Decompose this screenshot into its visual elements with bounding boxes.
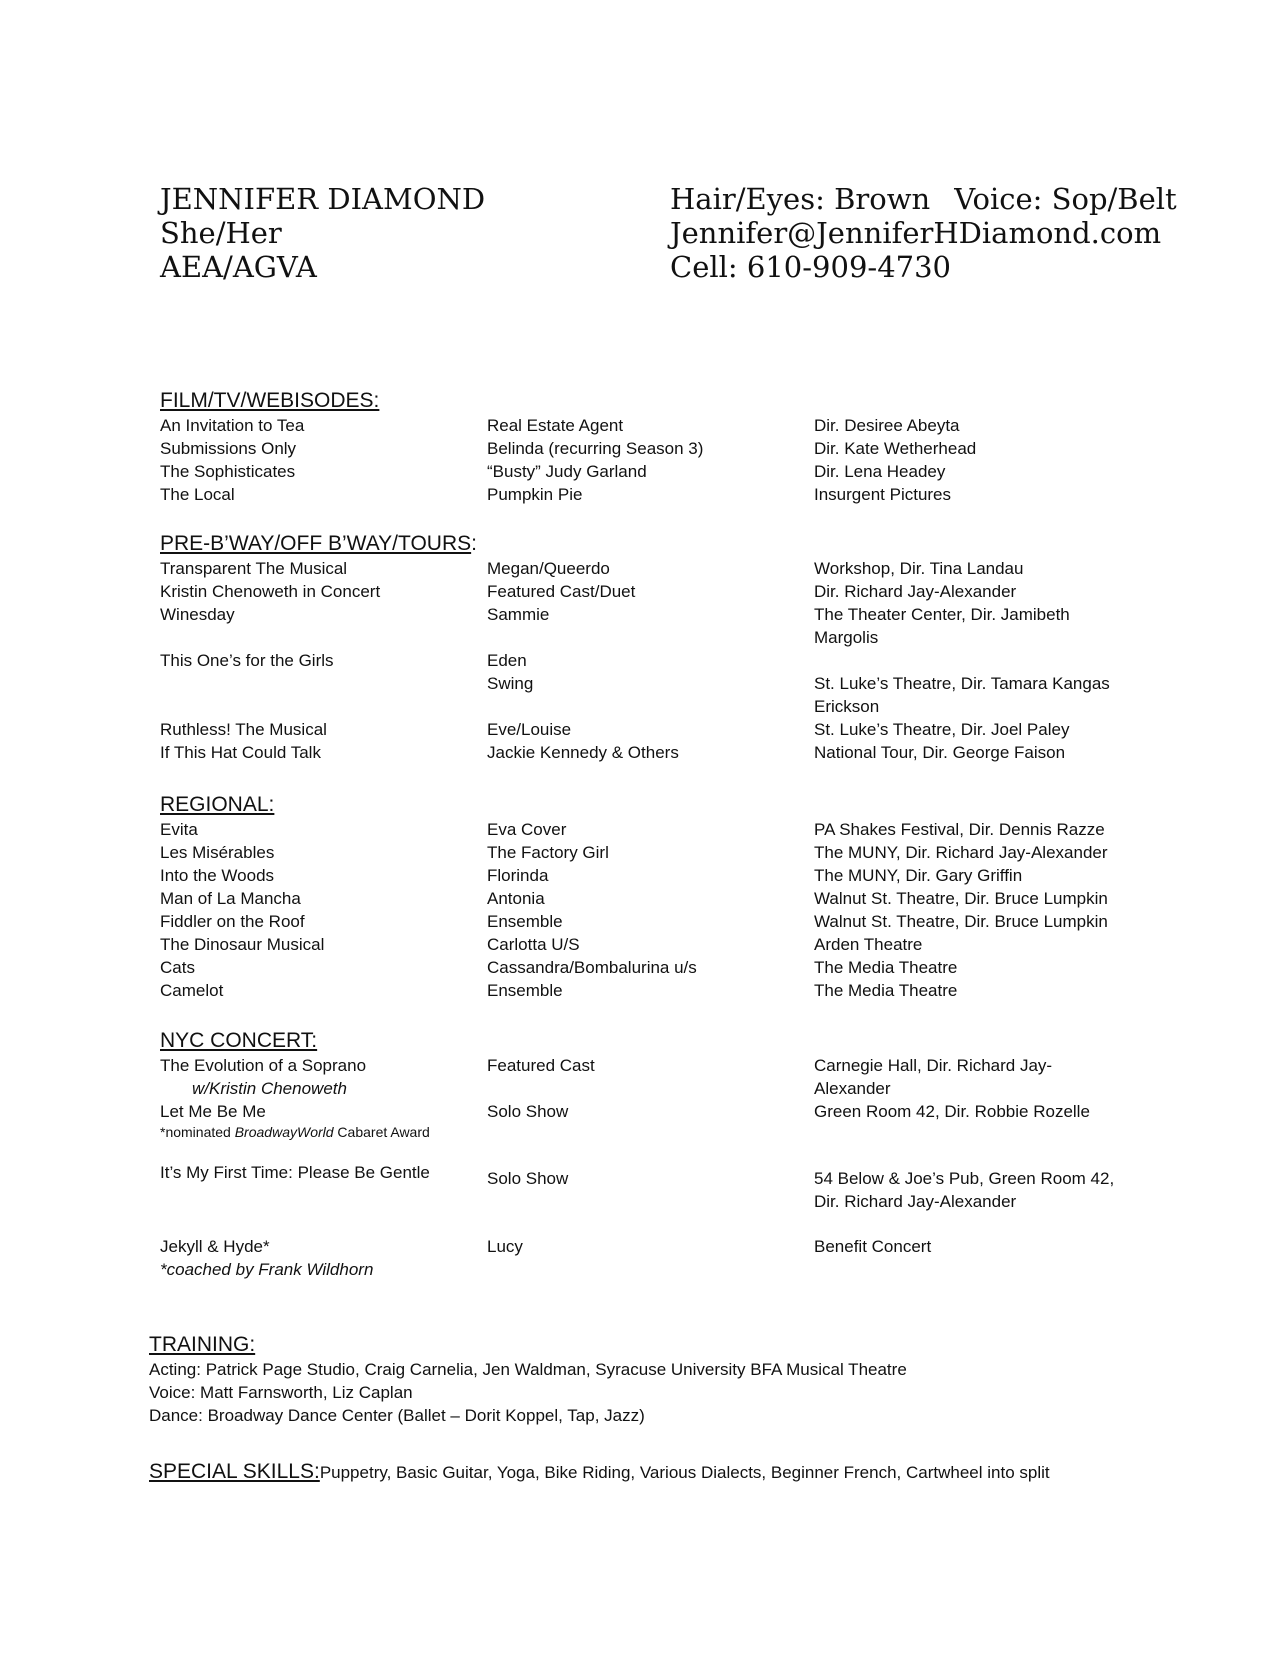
table-row [160, 672, 1160, 718]
actor-name: JENNIFER DIAMOND [160, 182, 486, 216]
credit-title: Kristin Chenoweth in Concert [160, 582, 381, 601]
voice-type: Voice: Sop/Belt [954, 182, 1177, 216]
credit-title: An Invitation to Tea [160, 416, 305, 435]
credit-title-text: The Evolution of a Soprano [160, 1056, 367, 1075]
skills-heading: SPECIAL SKILLS: [149, 1460, 320, 1483]
credit-role: “Busty” Judy Garland [487, 462, 647, 481]
credit-director: The Media Theatre [814, 958, 958, 977]
prebway-section [160, 531, 1160, 764]
credit-director: PA Shakes Festival, Dir. Dennis Razze [814, 820, 1105, 839]
film-heading: FILM/TV/WEBISODES: [160, 389, 380, 412]
hair-voice-line [670, 182, 1177, 216]
table-row [160, 718, 1160, 741]
table-row [160, 1161, 1160, 1213]
prebway-heading-text: PRE-B’WAY/OFF B’WAY/TOURS [160, 532, 472, 555]
credit-director: The Media Theatre [814, 981, 958, 1000]
table-row [160, 603, 1160, 649]
credit-role: Featured Cast [487, 1056, 595, 1075]
credit-subtitle: w/Kristin Chenoweth [192, 1079, 347, 1098]
credit-director: St. Luke’s Theatre, Dir. Joel Paley [814, 720, 1070, 739]
credit-role: Lucy [487, 1237, 523, 1256]
credit-title: The Sophisticates [160, 462, 296, 481]
credit-director: National Tour, Dir. George Faison [814, 743, 1066, 762]
credit-title: Man of La Mancha [160, 889, 301, 908]
credit-title: The Local [160, 485, 235, 504]
table-row [160, 557, 1160, 580]
credit-director: Benefit Concert [814, 1237, 932, 1256]
credit-director-line: Erickson [814, 697, 880, 716]
credit-director: The MUNY, Dir. Gary Griffin [814, 866, 1023, 885]
table-row [160, 1100, 1160, 1141]
credit-director-line: The Theater Center, Dir. Jamibeth [814, 605, 1070, 624]
credit-director: Arden Theatre [814, 935, 923, 954]
table-row [160, 910, 1160, 933]
table-row [160, 649, 1160, 672]
credit-title: Les Misérables [160, 843, 275, 862]
table-row [160, 741, 1160, 764]
training-section [149, 1332, 1249, 1427]
credit-title-text: Let Me Be Me [160, 1102, 266, 1121]
table-row [160, 1054, 1160, 1100]
credit-director [814, 603, 1124, 649]
credit-title: Into the Woods [160, 866, 275, 885]
credit-director-line: Dir. Richard Jay-Alexander [814, 1192, 1017, 1211]
table-row [160, 460, 1160, 483]
credit-director [814, 672, 1124, 718]
concert-section [160, 1028, 1160, 1281]
credit-director: Walnut St. Theatre, Dir. Bruce Lumpkin [814, 889, 1108, 908]
regional-heading: REGIONAL: [160, 793, 275, 816]
credit-role: Featured Cast/Duet [487, 582, 636, 601]
credit-director-line: Margolis [814, 628, 879, 647]
table-row [160, 483, 1160, 506]
credit-role: Sammie [487, 605, 550, 624]
credit-director: Green Room 42, Dir. Robbie Rozelle [814, 1102, 1090, 1121]
training-voice: Voice: Matt Farnsworth, Liz Caplan [149, 1383, 413, 1402]
training-heading: TRAINING: [149, 1333, 256, 1356]
credit-role: Florinda [487, 866, 549, 885]
credit-title: Transparent The Musical [160, 559, 348, 578]
credit-role: Carlotta U/S [487, 935, 580, 954]
award-note-post: Cabaret Award [333, 1124, 430, 1140]
skills-list: Puppetry, Basic Guitar, Yoga, Bike Riding, Various Dialects, Beginner French, Cartwheel into split [319, 1463, 1050, 1482]
credit-director-line: Carnegie Hall, Dir. Richard Jay- [814, 1056, 1053, 1075]
credit-role: Solo Show [487, 1169, 569, 1188]
credit-role: Cassandra/Bombalurina u/s [487, 958, 697, 977]
credit-title: Ruthless! The Musical [160, 720, 327, 739]
concert-heading: NYC CONCERT: [160, 1029, 318, 1052]
table-row [160, 979, 1160, 1002]
credit-title [160, 1054, 487, 1100]
credit-role: Antonia [487, 889, 545, 908]
credit-role: Pumpkin Pie [487, 485, 583, 504]
training-acting: Acting: Patrick Page Studio, Craig Carnelia, Jen Waldman, Syracuse University BFA Musical Theatre [149, 1360, 907, 1379]
credit-role: The Factory Girl [487, 843, 609, 862]
pronouns: She/Her [160, 216, 282, 250]
credit-title: This One’s for the Girls [160, 651, 334, 670]
credit-director: Dir. Kate Wetherhead [814, 439, 977, 458]
credit-director: Insurgent Pictures [814, 485, 952, 504]
credit-director [814, 1054, 1124, 1100]
table-row [160, 818, 1160, 841]
credit-director-line: 54 Below & Joe’s Pub, Green Room 42, [814, 1169, 1115, 1188]
credit-director: Dir. Desiree Abeyta [814, 416, 960, 435]
table-row [160, 933, 1160, 956]
training-dance: Dance: Broadway Dance Center (Ballet – Dorit Koppel, Tap, Jazz) [149, 1406, 645, 1425]
table-row [160, 841, 1160, 864]
award-note [160, 1123, 487, 1141]
award-note-publication: BroadwayWorld [234, 1124, 334, 1140]
credit-director: Dir. Richard Jay-Alexander [814, 582, 1017, 601]
prebway-heading-colon: : [471, 532, 477, 555]
credit-title: Winesday [160, 605, 235, 624]
prebway-heading [160, 531, 1160, 557]
credit-role: Megan/Queerdo [487, 559, 610, 578]
table-row [160, 887, 1160, 910]
table-row [160, 864, 1160, 887]
credit-title: Cats [160, 958, 195, 977]
unions: AEA/AGVA [160, 250, 317, 284]
credit-title: Submissions Only [160, 439, 297, 458]
credit-title: Evita [160, 820, 198, 839]
table-row [160, 956, 1160, 979]
credit-subtitle: *coached by Frank Wildhorn [160, 1260, 374, 1279]
credit-role: Swing [487, 674, 534, 693]
credit-role: Real Estate Agent [487, 416, 624, 435]
credit-director: The MUNY, Dir. Richard Jay-Alexander [814, 843, 1108, 862]
credit-role: Ensemble [487, 981, 563, 1000]
credit-director [814, 649, 1124, 672]
credit-director: Walnut St. Theatre, Dir. Bruce Lumpkin [814, 912, 1108, 931]
cell-phone: Cell: 610-909-4730 [670, 250, 951, 284]
credit-role: Eve/Louise [487, 720, 572, 739]
credit-title [160, 672, 487, 718]
credit-title: It’s My First Time: Please Be Gentle [160, 1163, 430, 1182]
credit-role: Solo Show [487, 1102, 569, 1121]
credit-title-text: Jekyll & Hyde* [160, 1237, 270, 1256]
table-row [160, 1235, 1160, 1281]
regional-section [160, 792, 1160, 1002]
credit-director [814, 1161, 1124, 1213]
credit-title: Fiddler on the Roof [160, 912, 305, 931]
header-left [160, 182, 485, 284]
credit-role: Jackie Kennedy & Others [487, 743, 679, 762]
credit-title: The Dinosaur Musical [160, 935, 325, 954]
credit-director: Dir. Lena Headey [814, 462, 946, 481]
credit-role: Ensemble [487, 912, 563, 931]
credit-director-line: St. Luke’s Theatre, Dir. Tamara Kangas [814, 674, 1110, 693]
credit-title: Camelot [160, 981, 224, 1000]
credit-title [160, 1235, 487, 1281]
table-row [160, 414, 1160, 437]
credit-role: Eden [487, 651, 527, 670]
credit-director: Workshop, Dir. Tina Landau [814, 559, 1024, 578]
hair-eyes: Hair/Eyes: Brown [670, 182, 931, 216]
award-note-pre: *nominated [160, 1124, 235, 1140]
credit-role: Eva Cover [487, 820, 567, 839]
skills-section [149, 1460, 1050, 1484]
credit-title [160, 1100, 487, 1141]
film-section [160, 388, 1160, 506]
header-right [670, 182, 1177, 284]
table-row [160, 580, 1160, 603]
email[interactable]: Jennifer@JenniferHDiamond.com [670, 216, 1162, 250]
credit-title: If This Hat Could Talk [160, 743, 321, 762]
credit-director-line: Alexander [814, 1079, 891, 1098]
credit-role: Belinda (recurring Season 3) [487, 439, 704, 458]
table-row [160, 437, 1160, 460]
